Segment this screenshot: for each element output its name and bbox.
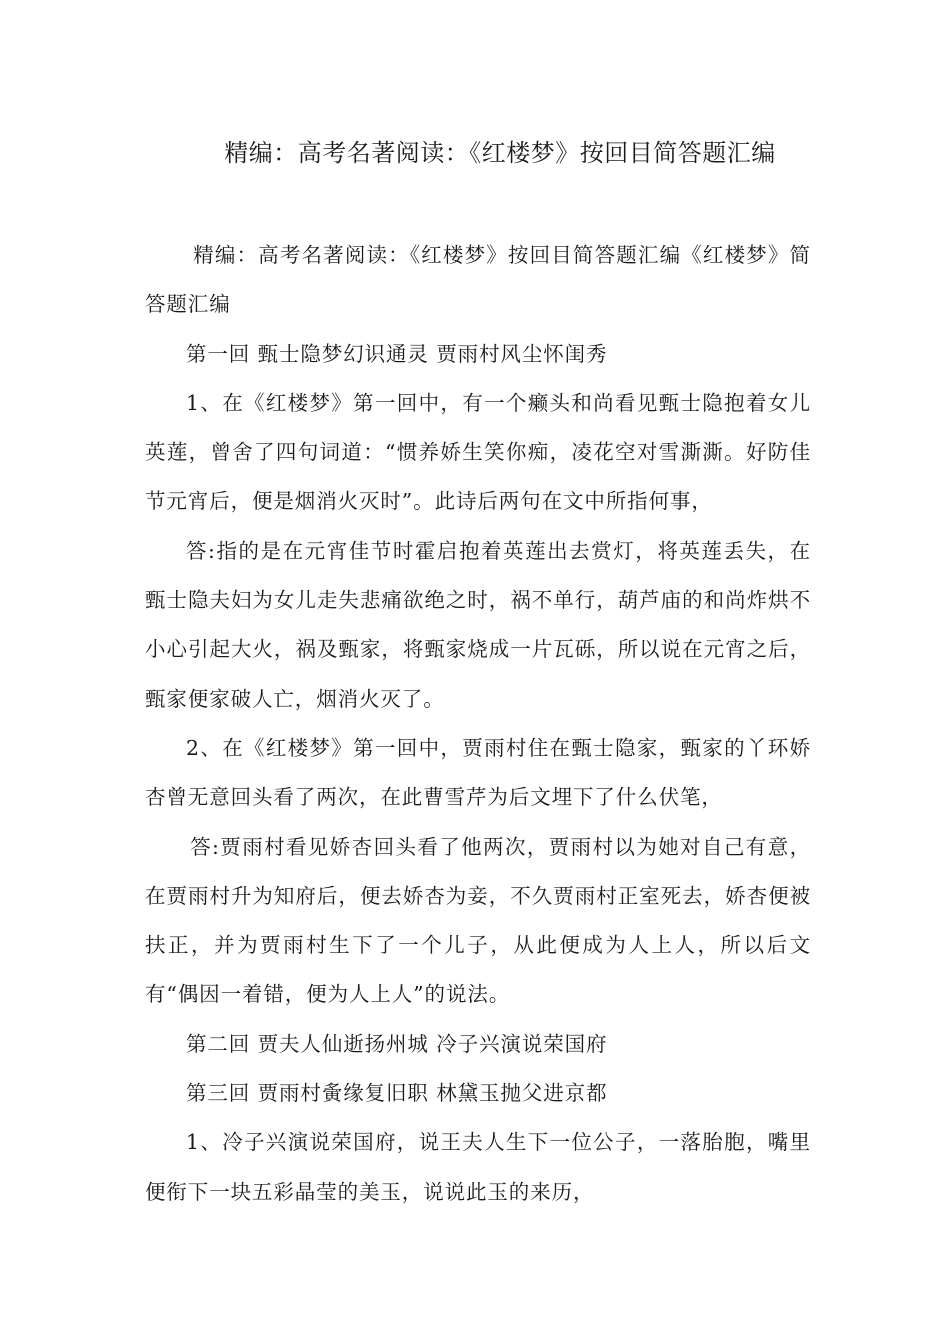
question-paragraph: 2、在《红楼梦》第一回中，贾雨村住在甄士隐家，甄家的丫环娇杏曾无意回头看了两次，在此曹雪芹为后文埋下了什么伏笔， bbox=[145, 735, 811, 810]
chapter-heading-1: 第一回 甄士隐梦幻识通灵 贾雨村风尘怀闺秀 bbox=[186, 341, 608, 366]
answer-paragraph: 答:指的是在元宵佳节时霍启抱着英莲出去赏灯，将英莲丢失，在甄士隐夫妇为女儿走失悲痛欲绝之时，祸不单行，葫芦庙的和尚炸烘不小心引起大火，祸及甄家，将甄家烧成一片瓦砾，所以说在元宵之后，甄家便家破人亡，烟消火灭了。 bbox=[145, 538, 811, 711]
question-paragraph: 1、在《红楼梦》第一回中，有一个癞头和尚看见甄士隐抱着女儿英莲，曾舍了四句词道：“惯养娇生笑你痴，凌花空对雪澌澌。好防佳节元宵后，便是烟消火灭时”。此诗后两句在文中所指何事， bbox=[145, 390, 811, 514]
question-paragraph: 1、冷子兴演说荣国府，说王夫人生下一位公子，一落胎胞，嘴里便衔下一块五彩晶莹的美玉，说说此玉的来历， bbox=[145, 1130, 811, 1204]
chapter-heading-2: 第二回 贾夫人仙逝扬州城 冷子兴演说荣国府 bbox=[186, 1031, 608, 1056]
document-title: 精编：高考名著阅读：《红楼梦》按回目简答题汇编 bbox=[224, 139, 776, 167]
answer-paragraph: 答:贾雨村看见娇杏回头看了他两次，贾雨村以为她对自己有意，在贾雨村升为知府后，便去娇杏为妾，不久贾雨村正室死去，娇杏便被扶正，并为贾雨村生下了一个儿子，从此便成为人上人，所以后文有“偶因一着错，便为人上人”的说法。 bbox=[145, 834, 811, 1007]
intro-paragraph: 精编：高考名著阅读：《红楼梦》按回目简答题汇编《红楼梦》简答题汇编 bbox=[145, 243, 811, 317]
chapter-heading-3: 第三回 贾雨村夤缘复旧职 林黛玉抛父进京都 bbox=[186, 1081, 608, 1106]
document-body bbox=[145, 231, 811, 1217]
